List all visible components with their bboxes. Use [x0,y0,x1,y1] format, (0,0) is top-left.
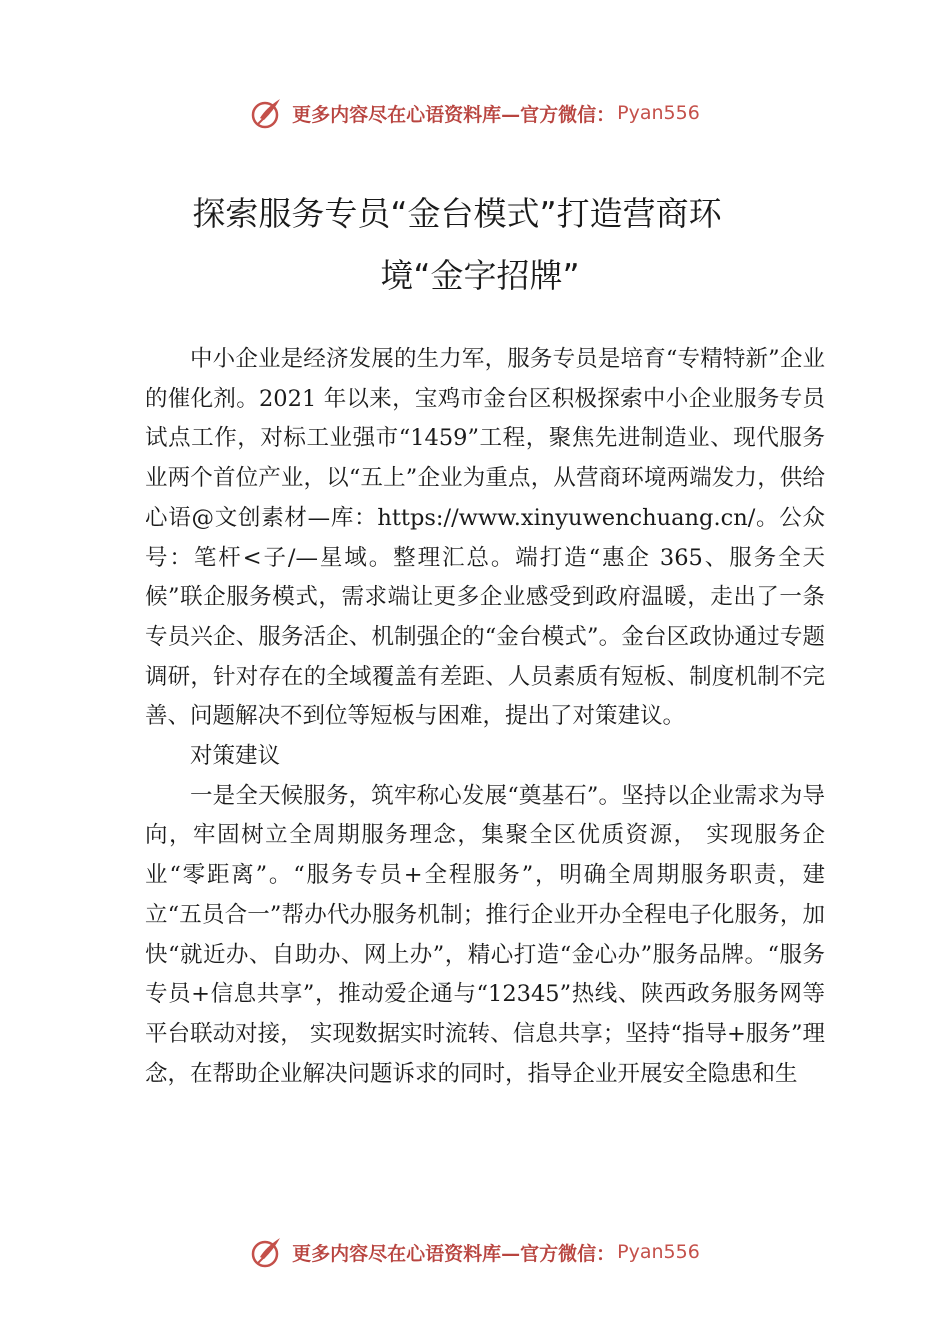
quill-logo-icon [250,96,284,130]
banner-text: 更多内容尽在心语资料库—官方微信： [292,1242,616,1265]
banner-text: 更多内容尽在心语资料库—官方微信： [292,103,616,126]
body-paragraph: 一是全天候服务，筑牢称心发展“奠基石”。坚持以企业需求为导向，牢固树立全周期服务理念，集聚全区优质资源， 实现服务企业“零距离”。“服务专员+全程服务”，明确全周期服务职责，建立“五员合一”帮办代办服务机制；推行企业开办全程电子化服务，加快“就近办、自助办、网上办”，精心打造“金心办”服务品牌。“服务专员+信息共享”，推动爱企通与“12345”热线、陕西政务服务网等平台联动对接， 实现数据实时流转、信息共享；坚持“指导+服务”理念，在帮助企业解决问题诉求的同时，指导企业开展安全隐患和生 [145,782,825,1087]
quill-logo-icon [250,1235,284,1269]
intro-paragraph: 中小企业是经济发展的生力军，服务专员是培育“专精特新”企业的催化剂。2021 年以来，宝鸡市金台区积极探索中小企业服务专员试点工作，对标工业强市“1459”工程，聚焦先进制造业、现代服务业两个首位产业，以“五上”企业为重点，从营商环境两端发力，供给心语@文创素材—库：https://www.xinyuwenchuang.cn/。公众号：笔杆<子/—星域。整理汇总。端打造“惠企 365、服务全天候”联企服务模式，需求端让更多企业感受到政府温暖，走出了一条专员兴企、服务活企、机制强企的“金台模式”。金台区政协通过专题调研，针对存在的全域覆盖有差距、人员素质有短板、制度机制不完善、问题解决不到位等短板与困难，提出了对策建议。 [145,346,825,730]
wechat-id: Pyan556 [617,1241,700,1263]
section-heading: 对策建议 [190,743,281,770]
document-body [145,340,825,1094]
document-title-line-1: 探索服务专员“金台模式”打造营商环 [192,194,722,233]
footer-banner [0,1232,950,1272]
wechat-id: Pyan556 [617,102,700,124]
header-banner [0,93,950,133]
document-title-line-2: 境“金字招牌” [380,256,580,295]
